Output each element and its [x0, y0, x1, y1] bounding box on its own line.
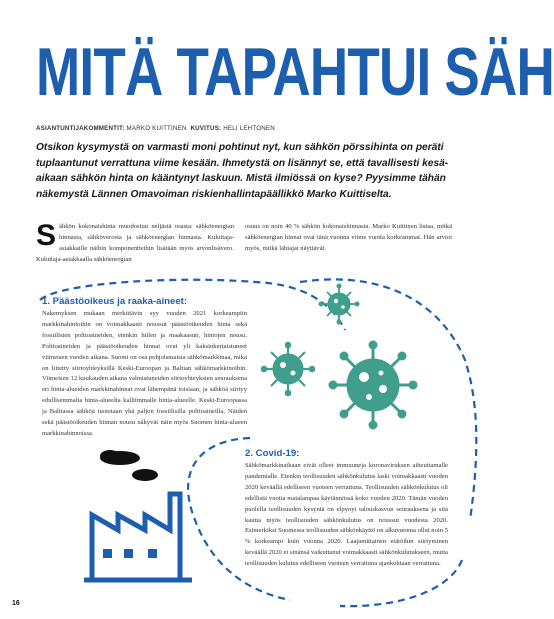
expert-name: MARKO KUITTINEN: [126, 125, 187, 132]
photo-name: HELI LEHTONEN: [223, 125, 275, 132]
dropcap: S: [36, 219, 57, 252]
section-1-title: 1. Päästöoikeus ja raaka-aineet:: [42, 296, 188, 307]
expert-label: ASIANTUNTIJAKOMMENTIT:: [36, 125, 125, 132]
section-1: [42, 296, 247, 440]
intro-text-1: ähkön kokonaishinta muodostuu neljästä osasta: sähköenergian hinnasta, sähköverosta ja sähköenergian hinnasta. Kuluttaja-asiakkaille näihin komponentteihin lisätään myös arvonlisävero. Kuluttaja-asiakkaalla sähköenergian: [36, 223, 234, 263]
section-2-body: Sähkömarkkinatkaan eivät olleet immuuneja koronaviruksen aiheuttamalle pandemialle. Etenkin teollisuuden sähkönkulutus laski voimakkaasti vuoden 2020 keväällä edelliseen vuoteen verrattuna. Teollisuuden sähkönkulutus oli edellistä vuotta matalampaa käytännössä koko vuoden 2020. Tämän vuoden puolella teollisuuden kysyntä on elpynyt talouskasvun seurauksena ja sitä kautta myös teollisuuden sähkönkulutus on noussut vuodesta 2020. Esimerkiksi Suomessa teollisuuden sähkönkäyttö on alkuvuonna ollut noin 5 % korkeampi kuin vuonna 2020. Laajamittainen etätöihin siirtyminen keväällä 2020 ei sinänsä vaikuttanut voimakkaasti sähkönkulutukseen, mutta teollisuuden kulutus edelliseen vuoteen verrattuna ajankohtaan verrattuna.: [245, 462, 448, 568]
lead-paragraph: Otsikon kysymystä on varmasti moni pohtinut nyt, kun sähkön pörssihinta on peräti tuplaantunut verrattuna viime kesään. Ihmetystä on lisännyt se, että tavallisesti kesä-aikaan sähkön hinta on kääntynyt laskuun. Mistä ilmiössä on kyse? Pyysimme tähän näkemystä Lännen Omavoiman riskienhallintapäällikkö Marko Kuittiselta.: [36, 142, 449, 200]
virus-icon: [329, 341, 417, 429]
factory-icon: [84, 494, 192, 580]
section-1-body: Nakemyksen mukaan merkittävin syy vuoden 2021 korkeampiin markkinahintoihin on voimakkaasti noussut päästöoikeuden hinta sekä fossiilisten polttoaineiden, etenkin hiilen ja maakaasun, hintojen nousu. Polttoaineiden ja päästöoikeuden hinnat ovat yli kaksinkertaistuneet viimeisen vuoden aikana. Suomi on osa pohjoismaista sähkömarkkinaa, mikä on liitetty siirtoyhteyksillä Keski-Euroopan ja Baltian sähkömarkkinoihin. Viimeisen 12 kuukauden aikana valmistuneiden siirtoyhteyksien seurauksena eri hinta-alueiden markkinahinnat ovat lähempänä toisiaan, ja sähköä siirtyy edullisemmalta hinta-alueelta kalliimmalle hinta-alueelle. Keski-Euroopassa ja Baltiassa sähköä tuotetaan yhä paljon fossiilisilla polttoaineilla. Näiden sekä päästöoikeuden hinnan nousu näkyvät näin myös Suomen hinta-alueen markkinahinnoissa.: [42, 310, 247, 437]
smoke-cloud-icon: [100, 450, 158, 481]
headline: MITÄ TAPAHTUI SÄH: [36, 34, 554, 110]
page-number: 16: [12, 600, 20, 607]
factory-windows: [103, 549, 157, 558]
section-2-title: 2. Covid-19:: [245, 448, 300, 459]
credits: [36, 125, 275, 132]
intro-column-2: osuus on noin 40 % sähkön kokonaishinnasta. Marko Kuittinen listaa, mitkä sähköenergian hinnat ovat tänä vuonna viime vuotta korkeammat. Hän arvioi myös, mitkä lähiajat näyttävät.: [245, 223, 452, 252]
photo-label: KUVITUS:: [190, 125, 222, 132]
section-2: [245, 448, 448, 570]
intro-column-1: [36, 219, 234, 266]
virus-icon: [319, 284, 359, 324]
virus-icon: [261, 342, 315, 396]
